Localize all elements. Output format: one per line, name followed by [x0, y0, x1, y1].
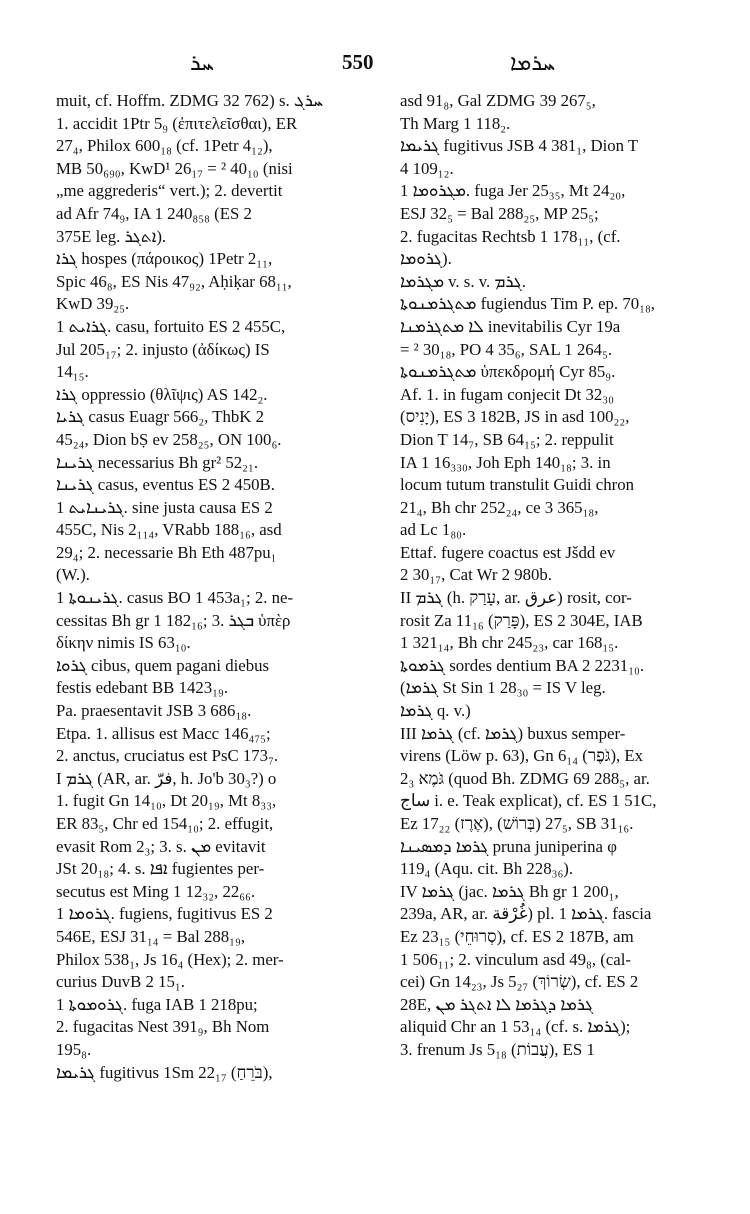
left-column-line: ܓܪܝܡܐ fugitivus 1Sm 22₁₇ (בֹּרֵחַ),	[56, 1062, 273, 1082]
left-column-line: ܓܪܝܢܐܝܬ 1. sine justa causa ES 2	[56, 497, 273, 517]
left-column-line: ܓܪܘܡܘܬܐ 1. fuga IAB 1 218pu;	[56, 994, 258, 1014]
left-column-line: 2. fugacitas Nest 391₉, Bh Nom	[56, 1017, 270, 1037]
right-column-line: 239a, AR, ar. غُرْقة) pl. ܓܪܡܐ 1. fascia	[400, 904, 652, 924]
left-column-line: MB 50₆₉₀, KwD¹ 26₁₇ = ² 40₁₀ (nisi	[56, 158, 293, 178]
left-column-line: ܓܪܐܝܬ 1. casu, fortuito ES 2 455C,	[56, 316, 286, 336]
header-left-catchword: ܚܪ	[190, 50, 214, 75]
left-column-line: ܓܪܝܢܐ necessarius Bh gr² 52₂₁.	[56, 452, 259, 472]
right-column-line: cei) Gn 14₂₃, Js 5₂₇ (שְׂרוֹךְ), cf. ES 2	[400, 972, 639, 992]
right-column-line: ܠܐ ܡܬܓܪܡܢܐ inevitabilis Cyr 19a	[400, 316, 621, 336]
right-column-line: 2 30₁₇, Cat Wr 2 980b.	[400, 565, 552, 585]
right-column-line: aliquid Chr an 1 53₁₄ (cf. s. ܓܪܡܐ);	[400, 1017, 631, 1037]
right-column-line: III ܓܪܡܐ (cf. ܓܪܡܐ) buxus semper-	[400, 723, 626, 743]
right-column-line: ܡܬܓܪܡܢܘܬܐ fugiendus Tim P. ep. 70₁₈,	[400, 294, 656, 314]
left-column-line: secutus est Ming 1 12₃₂, 22₆₆.	[56, 881, 256, 901]
left-column-line: 375E leg. ܐܬܓܪ).	[56, 226, 167, 246]
right-column-line: Ez 17₂₂ (אֶרֶז), 27₅ (בְּרוֹשׁ), SB 31₁₆.	[400, 814, 634, 833]
right-column-line: asd 91₈, Gal ZDMG 39 267₅,	[400, 91, 596, 110]
right-column-line: ܓܪܡܘܬܐ sordes dentium BA 2 2231₁₀.	[400, 655, 645, 675]
left-column-line: 2. anctus, cruciatus est PsC 173₇.	[56, 746, 279, 766]
left-column-line: 546E, ESJ 31₁₄ = Bal 288₁₉,	[56, 926, 246, 946]
right-column-line: 28E, ܓܪܡܐ ܕܓܪܡܐ ܠܐ ܐܬܓܪ ܡܢ	[400, 994, 594, 1014]
right-column-line: ܓܪܝܡܐ fugitivus JSB 4 381₁, Dion T	[400, 136, 639, 156]
left-column-line: δίκην nimis IS 63₁₀.	[56, 633, 191, 653]
left-column-line: „me aggrederis“ vert.); 2. devertit	[56, 181, 283, 201]
left-column-line: ܓܪܐ oppressio (θλῖψις) AS 142₂.	[56, 384, 268, 404]
right-column-line: ad Lc 1₈₀.	[400, 520, 467, 540]
right-column-line: = ² 30₁₈, PO 4 35₆, SAL 1 264₅.	[400, 339, 613, 359]
left-column-line: 1. accidit 1Ptr 5₉ (ἐπιτελεῖσθαι), ER	[56, 113, 298, 133]
left-column-line: Jul 205₁₇; 2. injusto (ἀδίκως) IS	[56, 339, 270, 359]
left-column-line: festis edebant BB 1423₁₉.	[56, 678, 229, 698]
left-column-line: JSt 20₁₈; 4. s. ܐܦܐ fugientes per-	[56, 859, 265, 879]
left-column-line: 14₁₅.	[56, 362, 89, 382]
left-column-line: Pa. praesentavit JSB 3 686₁₈.	[56, 701, 252, 721]
left-column-line: ad Afr 74₉, IA 1 240₈₅₈ (ES 2	[56, 203, 252, 223]
left-column-line: 27₄, Philox 600₁₈ (cf. 1Petr 4₁₂),	[56, 136, 273, 156]
right-column-line: locum tutum transtulit Guidi chron	[400, 475, 634, 495]
right-column-line: ܓܪܡܐ ܕܡܣܝܢܐ pruna juniperina φ	[400, 836, 617, 856]
right-column-line: IV ܓܪܡܐ (jac. ܓܪܡܐ Bh gr 1 200₁,	[400, 881, 619, 901]
right-column-line: 21₄, Bh chr 252₂₄, ce 3 365₁₈,	[400, 497, 599, 517]
right-column-line: ܓܪܡܐ q. v.)	[400, 701, 471, 721]
right-column-line: 1 506₁₁; 2. vinculum asd 49₈, (cal-	[400, 949, 632, 969]
right-column-line: Th Marg 1 118₂.	[400, 113, 511, 133]
right-column-line: Ez 23₁₅ (סְרוּחֵי), cf. ES 2 187B, am	[400, 926, 634, 946]
right-column-line: ܡܓܪܘܡܐ 1. fuga Jer 25₃₅, Mt 24₂₀,	[400, 181, 626, 201]
right-column-line: IA 1 16₃₃₀, Joh Eph 140₁₈; 3. in	[400, 452, 611, 472]
right-column-line: ܓܪܘܡܐ).	[400, 249, 452, 269]
page-header	[0, 40, 750, 80]
right-column-line: virens (Löw p. 63), Gn 6₁₄ (גֹּפֶר), Ex	[400, 746, 644, 766]
left-column-line: ܓܪܘܡܐ 1. fugiens, fugitivus ES 2	[56, 904, 273, 924]
right-column-line: (ܓܪܡܐ St Sin 1 28₃₀ = IS V leg.	[400, 678, 606, 698]
right-column-line: 2. fugacitas Rechtsb 1 178₁₁, (cf.	[400, 226, 621, 246]
left-column-line: ER 83₅, Chr ed 154₁₀; 2. effugit,	[56, 814, 274, 833]
left-column-line: Philox 538₁, Js 16₄ (Hex); 2. mer-	[56, 949, 284, 969]
left-column-line: ܓܪܝܢܘܬܐ 1. casus BO 1 453a₁; 2. ne-	[56, 588, 294, 608]
right-column-line: ܡܬܓܪܡܢܘܬܐ ὑπεκδρομή Cyr 85₉.	[400, 362, 616, 382]
left-column-line: Etpa. 1. allisus est Macc 146₄₇₅;	[56, 723, 271, 743]
right-column-line: ESJ 32₅ = Bal 288₂₅, MP 25₅;	[400, 203, 599, 223]
left-column-line: ܓܪܘܐ cibus, quem pagani diebus	[56, 655, 270, 675]
right-column-line: 1 321₁₄, Bh chr 245₂₃, car 168₁₅.	[400, 633, 619, 653]
right-column-line: 3. frenum Js 5₁₈ (עֲבוֹת), ES 1	[400, 1039, 595, 1059]
left-column-line: muit, cf. Hoffm. ZDMG 32 762) s. ܚܪܓ	[56, 91, 323, 110]
header-right-catchword: ܚܪܡܐ	[510, 50, 556, 75]
left-column-line: curius DuvB 2 15₁.	[56, 972, 185, 992]
left-column-line: I ܓܪܡ (AR, ar. فرّ, h. Jo'b 30₃?) o	[56, 768, 277, 788]
left-column-line: cessitas Bh gr 1 182₁₆; 3. ܒܓܪ ὑπὲρ	[56, 610, 291, 630]
right-column-line: Dion T 14₇, SB 64₁₅; 2. reppulit	[400, 429, 614, 449]
left-column-line: (W.).	[56, 565, 90, 585]
left-column-line: ܓܪܐ hospes (πάροικος) 1Petr 2₁₁,	[56, 249, 273, 269]
right-column-line: 119₄ (Aqu. cit. Bh 228₃₆).	[400, 859, 574, 879]
right-column-line: Ettaf. fugere coactus est Jšdd ev	[400, 542, 616, 562]
left-column-line: 455C, Nis 2₁₁₄, VRabb 188₁₆, asd	[56, 520, 282, 540]
left-column-line: ܓܪܝܢܐ casus, eventus ES 2 450B.	[56, 475, 275, 495]
right-column-line: II ܓܪܡ (h. עָרַק, ar. عرق) rosit, cor-	[400, 588, 632, 608]
right-column-line: Af. 1. in fugam conjecit Dt 32₃₀	[400, 384, 614, 404]
right-column-line: 4 109₁₂.	[400, 158, 454, 178]
left-column-line: 29₄; 2. necessarie Bh Eth 487pu₁	[56, 542, 277, 562]
left-column-line: 45₂₄, Dion bṢ ev 258₂₅, ON 100₆.	[56, 429, 282, 449]
left-column-line: 1. fugit Gn 14₁₀, Dt 20₁₉, Mt 8₃₃,	[56, 791, 277, 811]
right-column-line: rosit Za 11₁₆ (פָּרַק), ES 2 304E, IAB	[400, 610, 643, 630]
right-column	[400, 90, 730, 1062]
left-column-line: evasit Rom 2₃; 3. s. ܡܢ evitavit	[56, 836, 266, 856]
left-column-line: ܓܪܝܐ casus Euagr 566₂, ThbK 2	[56, 407, 264, 427]
left-column-line: Spic 46₈, ES Nis 47₉₂, Aḥiḳar 68₁₁,	[56, 271, 292, 291]
right-column-line: ساج i. e. Teak explicat), cf. ES 1 51C,	[400, 791, 657, 811]
left-column-line: KwD 39₂₅.	[56, 294, 130, 314]
right-column-line: ܡܓܪܡܐ v. s. v. ܓܪܡ.	[400, 271, 526, 291]
left-column	[56, 90, 386, 1084]
right-column-line: 2₃ גֹּמֶא (quod Bh. ZDMG 69 288₅, ar.	[400, 768, 650, 788]
right-column-line: (יָנִיס), ES 3 182B, JS in asd 100₂₂,	[400, 407, 630, 427]
left-column-line: 195₈.	[56, 1039, 92, 1059]
page-number: 550	[342, 50, 374, 74]
